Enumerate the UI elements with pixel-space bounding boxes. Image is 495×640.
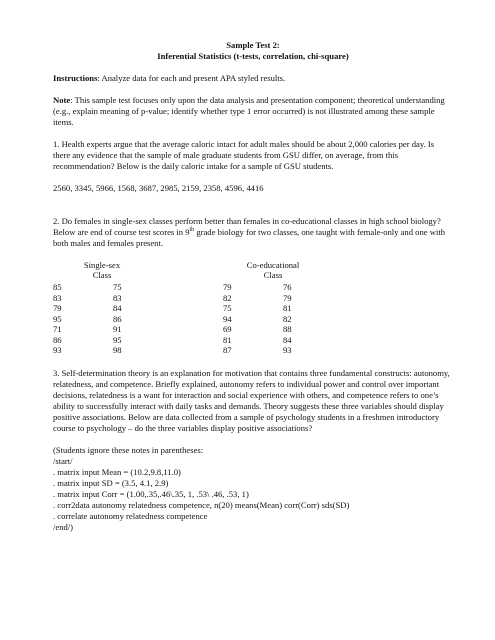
instructions-label: Instructions [53,73,98,83]
table-row [223,282,313,293]
table-row [223,345,313,356]
score-cell: 83 [53,292,62,303]
table-row [53,303,141,314]
note-text: : This sample test focuses only upon the data analysis and presentation component; theoretical understanding (e.g., explain meaning of p-value; identify whether type 1 error occurred) is not illustrated among these sample items. [53,95,445,127]
coed-rows [223,282,313,356]
score-cell: 86 [113,313,122,324]
table-row [223,303,313,314]
score-cell: 93 [53,345,62,355]
doc-title: Sample Test 2: [226,40,280,50]
score-cell: 75 [223,303,232,313]
score-cell: 76 [283,282,292,292]
score-cell: 88 [283,324,292,334]
single-sex-table [53,260,141,356]
code-line: . correlate autonomy relatedness competence [53,511,208,521]
note-paragraph [53,95,453,128]
score-cell: 98 [113,345,122,355]
question-2-text-b: grade biology for two classes, one taught with female-only and one with both males and females present. [53,227,446,248]
instructions-text: : Analyze data for each and present APA styled results. [97,73,286,83]
score-cell: 79 [53,303,62,313]
code-line: . matrix input Mean = (10.2,9.8,11.0) [53,467,181,477]
score-cell: 82 [283,313,292,324]
score-cell: 91 [113,324,122,334]
table-row [53,282,141,293]
table-row [223,293,313,304]
score-cell: 81 [223,334,232,345]
table-row [223,314,313,325]
coed-header-2: Class [263,270,283,280]
score-cell: 83 [113,292,122,303]
single-sex-header-1: Single-sex [83,260,121,270]
doc-subtitle: Inferential Statistics (t-tests, correlation, chi-square) [157,51,349,61]
code-line: . corr2data autonomy relatedness competence, n(20) means(Mean) corr(Corr) sds(SD) [53,500,350,510]
table-row [53,293,141,304]
coed-header-1: Co-educational [246,260,300,270]
question-2-sup: th [189,227,195,234]
code-line: /end/) [53,522,74,532]
table-row [53,314,141,325]
score-cell: 84 [113,303,122,313]
score-cell: 75 [113,282,122,292]
score-cell: 71 [53,324,62,334]
score-cell: 86 [53,334,62,345]
score-cell: 93 [283,345,292,355]
score-cell: 87 [223,345,232,355]
score-cell: 82 [223,292,232,303]
single-sex-header-2: Class [92,270,112,280]
question-2-text-a: 2. Do females in single-sex classes perform better than females in co-educational classes in high school biology? Below are end of course test scores in 9 [53,216,441,237]
table-row [53,324,141,335]
notes-intro: (Students ignore these notes in parentheses: [53,445,204,455]
code-line: . matrix input SD = (3.5, 4.1, 2.9) [53,478,169,488]
document-page [53,40,453,533]
table-row [223,335,313,346]
coed-table [223,260,313,356]
score-cell: 69 [223,324,232,334]
table-row [223,324,313,335]
score-cell: 79 [283,292,292,303]
score-tables [53,260,453,355]
score-cell: 95 [53,313,62,324]
code-line: . matrix input Corr = (1.00,.35,.46\.35, 1, .53\ .46, .53, 1) [53,489,249,499]
code-line: /start/ [53,456,73,466]
table-row [53,345,141,356]
score-cell: 95 [113,334,122,345]
score-cell: 94 [223,313,232,324]
question-3-text: 3. Self-determination theory is an explanation for motivation that contains three fundamental constructs: autonomy, relatedness, and competence. Briefly explained, autonomy refers to individual power and control over important decisions, relatedness is a want for interaction and social experience with others, and competence refers to one’s ability to successfully interact with daily tasks and demands. Theory suggests these three variables should display positive associations. Below are data collected from a sample of psychology students in a freshmen introductory course to psychology – do the three variables display positive associations? [53,368,450,433]
question-1-text: 1. Health experts argue that the average caloric intact for adult males should be about 2,000 calories per day. Is there any evidence that the sample of male graduate students from GSU differ, on average, from this recommendation? Below is the daily caloric intake for a sample of GSU students. [53,139,435,171]
score-cell: 79 [223,282,232,292]
single-sex-rows [53,282,141,356]
note-label: Note [53,95,71,105]
table-row [53,335,141,346]
question-1-data: 2560, 3345, 5966, 1568, 3687, 2985, 2159, 2358, 4596, 4416 [53,183,264,193]
score-cell: 81 [283,303,292,313]
header [53,40,453,62]
stata-notes [53,445,453,533]
question-2-text [53,216,453,249]
score-cell: 85 [53,282,62,292]
score-cell: 84 [283,334,292,345]
instructions-paragraph [53,73,453,84]
